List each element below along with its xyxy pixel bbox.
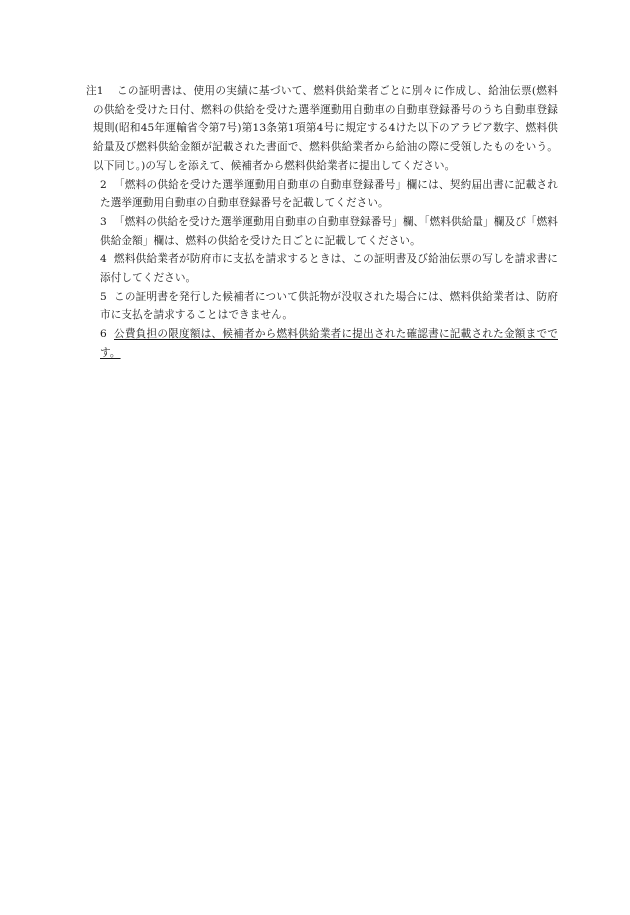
note-3-text: 「燃料の供給を受けた選挙運動用自動車の自動車登録番号」欄、「燃料供給量」欄及び「燃料供給金額」欄は、燃料の供給を受けた日ごとに記載してください。 [100,215,558,247]
note-3-number: 3 [100,215,107,228]
note-6-number: 6 [100,328,107,341]
note-4-text: 燃料供給業者が防府市に支払を請求するときは、この証明書及び給油伝票の写しを請求書に添付してください。 [100,253,558,285]
note-1-number: 注1 [86,85,104,97]
note-6 [74,325,558,362]
note-6-text: 公費負担の限度額は、候補者から燃料供給業者に提出された確認書に記載された金額までです。 [100,328,558,359]
note-4-number: 4 [100,253,107,266]
note-5 [74,288,558,325]
note-5-text: この証明書を発行した候補者について供託物が没収された場合には、燃料供給業者は、防府市に支払を請求することはできません。 [100,290,558,322]
note-2-text: 「燃料の供給を受けた選挙運動用自動車の自動車登録番号」欄には、契約届出書に記載された選挙運動用自動車の自動車登録番号を記載してください。 [100,178,558,210]
note-5-number: 5 [100,290,107,303]
note-4 [74,250,558,287]
note-3 [74,213,558,250]
note-2 [74,176,558,213]
notes-section [74,82,558,363]
note-2-number: 2 [100,178,107,191]
note-1 [74,82,558,176]
note-1-text: この証明書は、使用の実績に基づいて、燃料供給業者ごとに別々に作成し、給油伝票(燃料の供給を受けた日付、燃料の供給を受けた選挙運動用自動車の自動車登録番号のうち自動車登録規則(昭和45年運輸省令第7号)第13条第1項第4号に規定する4けた以下のアラビア数字、燃料供給量及び燃料供給金額が記載された書面で、燃料供給業者から給油の際に受領したものをいう。以下同じ。)の写しを添えて、候補者から燃料供給業者に提出してください。 [93,85,558,172]
